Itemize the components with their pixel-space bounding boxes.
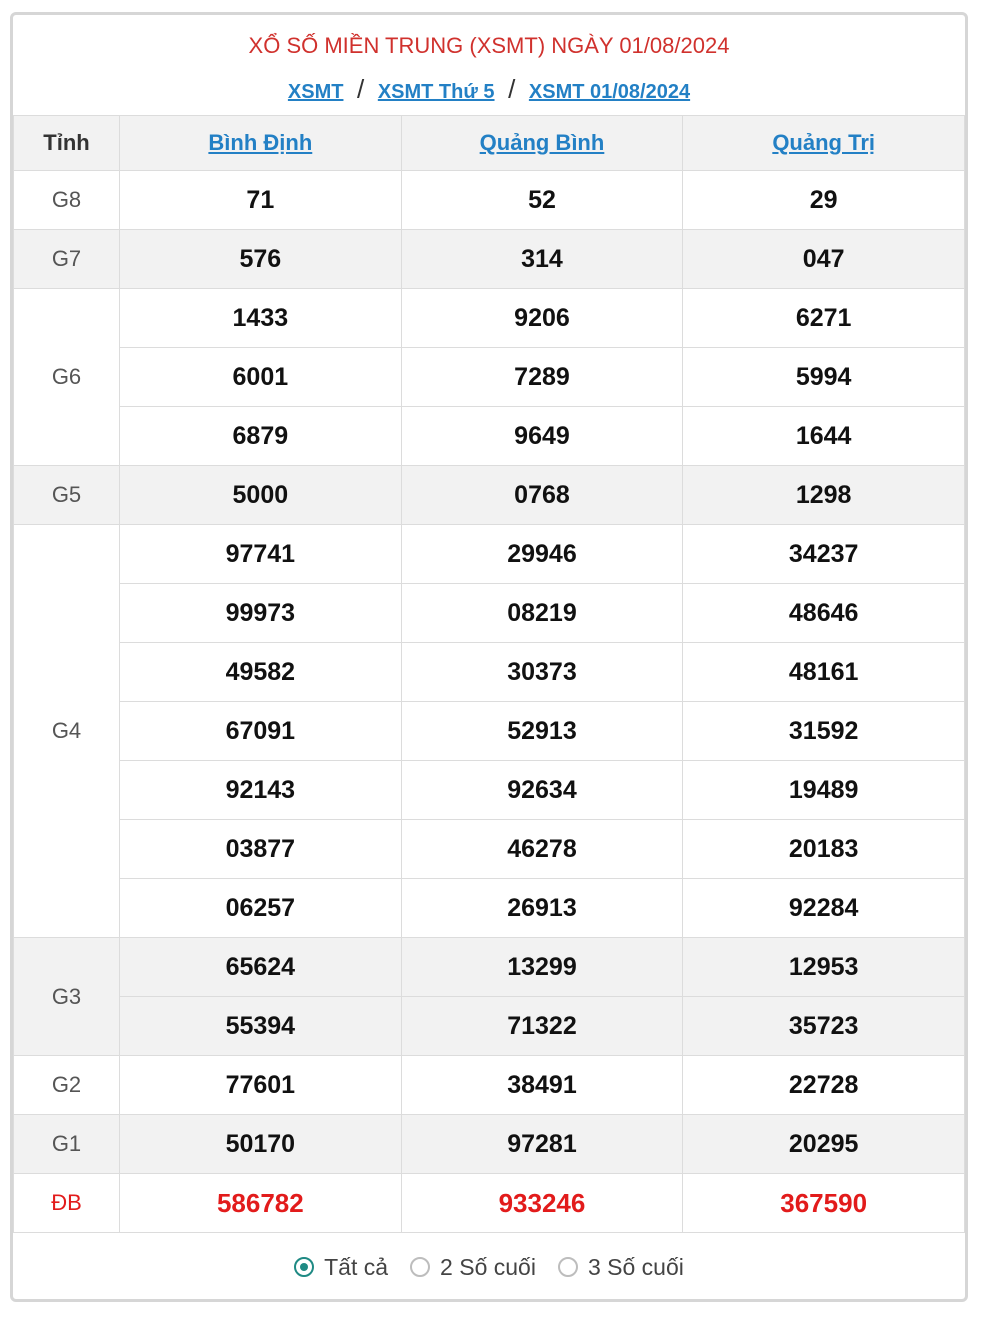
result-number: 31592 [683, 702, 965, 761]
table-row [14, 171, 965, 230]
breadcrumb-separator: / [357, 74, 365, 104]
table-row [14, 466, 965, 525]
province-link-quang-binh[interactable]: Quảng Bình [479, 130, 605, 155]
result-number: 46278 [401, 820, 683, 879]
result-number: 20295 [683, 1115, 965, 1174]
table-row [14, 761, 965, 820]
result-number: 49582 [120, 643, 402, 702]
table-row [14, 879, 965, 938]
table-header-row [14, 116, 965, 171]
breadcrumb-date-link[interactable]: XSMT 01/08/2024 [528, 81, 691, 103]
filter-option-last-2[interactable] [410, 1254, 536, 1281]
result-number: 20183 [683, 820, 965, 879]
result-number: 97281 [401, 1115, 683, 1174]
filter-label: Tất cả [324, 1253, 389, 1280]
table-row [14, 289, 965, 348]
province-header [401, 116, 683, 171]
table-row [14, 820, 965, 879]
prize-label: G2 [14, 1056, 120, 1115]
filter-label: 2 Số cuối [440, 1253, 536, 1280]
result-number: 29946 [401, 525, 683, 584]
result-number: 29 [683, 171, 965, 230]
prize-label: G6 [14, 289, 120, 466]
table-row [14, 584, 965, 643]
result-number: 22728 [683, 1056, 965, 1115]
table-row [14, 348, 965, 407]
table-row [14, 1056, 965, 1115]
result-number: 30373 [401, 643, 683, 702]
result-number: 50170 [120, 1115, 402, 1174]
result-number: 03877 [120, 820, 402, 879]
result-number: 7289 [401, 348, 683, 407]
result-number: 9206 [401, 289, 683, 348]
province-link-binh-dinh[interactable]: Bình Định [208, 130, 313, 155]
result-number: 06257 [120, 879, 402, 938]
result-number: 047 [683, 230, 965, 289]
filter-label: 3 Số cuối [587, 1253, 684, 1280]
province-link-quang-tri[interactable]: Quảng Trị [772, 130, 875, 155]
result-number: 314 [401, 230, 683, 289]
result-number: 92284 [683, 879, 965, 938]
result-number: 77601 [120, 1056, 402, 1115]
result-number: 67091 [120, 702, 402, 761]
result-number: 12953 [683, 938, 965, 997]
result-number: 5994 [683, 348, 965, 407]
table-row [14, 1115, 965, 1174]
result-number: 6879 [120, 407, 402, 466]
filter-option-last-3[interactable] [558, 1254, 684, 1281]
prize-label: G4 [14, 525, 120, 938]
result-number: 71322 [401, 997, 683, 1056]
result-number: 586782 [120, 1174, 402, 1233]
results-card [10, 12, 968, 1302]
table-row [14, 643, 965, 702]
prize-label: G3 [14, 938, 120, 1056]
result-number: 1298 [683, 466, 965, 525]
prize-label: G8 [14, 171, 120, 230]
province-column-header: Tỉnh [14, 116, 120, 171]
result-number: 1644 [683, 407, 965, 466]
prize-label: G1 [14, 1115, 120, 1174]
result-number: 71 [120, 171, 402, 230]
result-number: 5000 [120, 466, 402, 525]
result-number: 92634 [401, 761, 683, 820]
result-number: 6001 [120, 348, 402, 407]
result-number: 52 [401, 171, 683, 230]
result-number: 933246 [401, 1174, 683, 1233]
result-number: 48161 [683, 643, 965, 702]
radio-selected-icon[interactable] [294, 1257, 314, 1277]
result-number: 52913 [401, 702, 683, 761]
table-row [14, 702, 965, 761]
prize-label: G7 [14, 230, 120, 289]
radio-icon[interactable] [558, 1257, 578, 1277]
results-body [14, 171, 965, 1233]
table-row [14, 525, 965, 584]
result-number: 55394 [120, 997, 402, 1056]
digit-filter [13, 1233, 965, 1301]
province-header [120, 116, 402, 171]
page-title: XỔ SỐ MIỀN TRUNG (XSMT) NGÀY 01/08/2024 [248, 33, 730, 58]
result-number: 13299 [401, 938, 683, 997]
breadcrumb [13, 71, 965, 115]
radio-icon[interactable] [410, 1257, 430, 1277]
result-number: 6271 [683, 289, 965, 348]
result-number: 92143 [120, 761, 402, 820]
prize-label: G5 [14, 466, 120, 525]
result-number: 367590 [683, 1174, 965, 1233]
breadcrumb-separator: / [508, 74, 516, 104]
result-number: 34237 [683, 525, 965, 584]
table-row [14, 1174, 965, 1233]
result-number: 26913 [401, 879, 683, 938]
result-number: 97741 [120, 525, 402, 584]
result-number: 38491 [401, 1056, 683, 1115]
province-header [683, 116, 965, 171]
result-number: 48646 [683, 584, 965, 643]
result-number: 65624 [120, 938, 402, 997]
results-table [13, 115, 965, 1233]
breadcrumb-xsmt-link[interactable]: XSMT [287, 81, 344, 103]
result-number: 9649 [401, 407, 683, 466]
table-row [14, 938, 965, 997]
table-row [14, 407, 965, 466]
result-number: 0768 [401, 466, 683, 525]
result-number: 19489 [683, 761, 965, 820]
table-row [14, 230, 965, 289]
result-number: 1433 [120, 289, 402, 348]
result-number: 576 [120, 230, 402, 289]
result-number: 08219 [401, 584, 683, 643]
prize-label: ĐB [14, 1174, 120, 1233]
filter-option-all[interactable] [294, 1254, 388, 1281]
result-number: 35723 [683, 997, 965, 1056]
result-number: 99973 [120, 584, 402, 643]
table-row [14, 997, 965, 1056]
breadcrumb-thursday-link[interactable]: XSMT Thứ 5 [377, 81, 495, 103]
